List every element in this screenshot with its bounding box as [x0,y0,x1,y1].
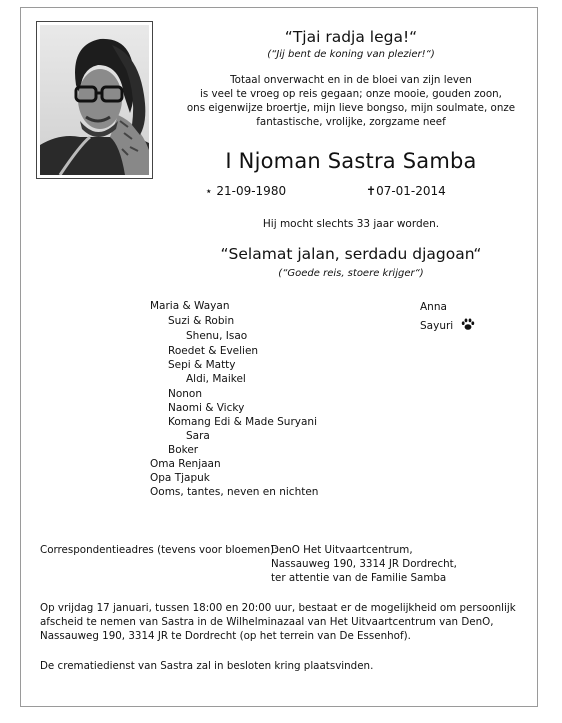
family-member: Maria & Wayan [150,300,230,312]
cremation-line: De crematiedienst van Sastra zal in besloten kring plaatsvinden. [40,660,374,672]
family-member-right [420,318,475,334]
intro-line: is veel te vroeg op reis gegaan; onze mooie, gouden zoon, [200,88,502,100]
family-member: Aldi, Maikel [186,373,246,385]
family-member: Boker [168,444,199,456]
cross-icon: ✝ [366,184,377,198]
paw-icon [461,318,475,334]
opening-quote-translation: (“Jij bent de koning van plezier!“) [267,49,435,60]
family-member: Sara [186,430,210,442]
deceased-name: I Njoman Sastra Samba [225,149,477,173]
family-member: Suzi & Robin [168,315,235,327]
star-icon: ⋆ [205,184,213,198]
farewell-line: afscheid te nemen van Sastra in de Wilhelminazaal van Het Uitvaartcentrum van DenO, [40,616,494,628]
farewell-line: Op vrijdag 17 januari, tussen 18:00 en 20:00 uur, bestaat er de mogelijkheid om persoonlijk [40,602,516,614]
portrait-photo [36,21,153,179]
family-member: Roedet & Evelien [168,345,259,357]
birth-date-value: 21-09-1980 [216,184,287,198]
death-date-value: 07-01-2014 [376,184,446,198]
family-member: Shenu, Isao [186,330,248,342]
correspondence-line: Nassauweg 190, 3314 JR Dordrecht, [271,558,457,570]
farewell-quote-translation: (“Goede reis, stoere krijger“) [278,268,424,279]
intro-line: Totaal onverwacht en in de bloei van zijn leven [230,74,472,86]
age-line: Hij mocht slechts 33 jaar worden. [262,218,440,230]
intro-line: fantastische, vrolijke, zorgzame neef [256,116,446,128]
family-member: Nonon [168,388,203,400]
portrait-image [40,25,149,175]
farewell-quote: “Selamat jalan, serdadu djagoan“ [220,245,482,263]
intro-text [160,73,542,129]
farewell-line: Nassauweg 190, 3314 JR te Dordrecht (op het terrein van De Essenhof). [40,630,411,642]
correspondence-line: DenO Het Uitvaartcentrum, [271,544,413,556]
intro-line: ons eigenwijze broertje, mijn lieve bongso, mijn soulmate, onze [186,102,516,114]
opening-quote: “Tjai radja lega!“ [284,28,418,46]
family-member: Oma Renjaan [150,458,221,470]
family-member: Komang Edi & Made Suryani [168,416,317,428]
correspondence-label: Correspondentieadres (tevens voor bloemen): [40,544,278,556]
birth-date [205,184,286,198]
family-member: Naomi & Vicky [168,402,245,414]
family-member: Sepi & Matty [168,359,236,371]
family-member: Opa Tjapuk [150,472,210,484]
correspondence-line: ter attentie van de Familie Samba [271,572,447,584]
pet-name: Sayuri [420,320,454,332]
family-member: Ooms, tantes, neven en nichten [150,486,319,498]
family-member-right: Anna [420,301,447,313]
death-date [366,184,446,198]
